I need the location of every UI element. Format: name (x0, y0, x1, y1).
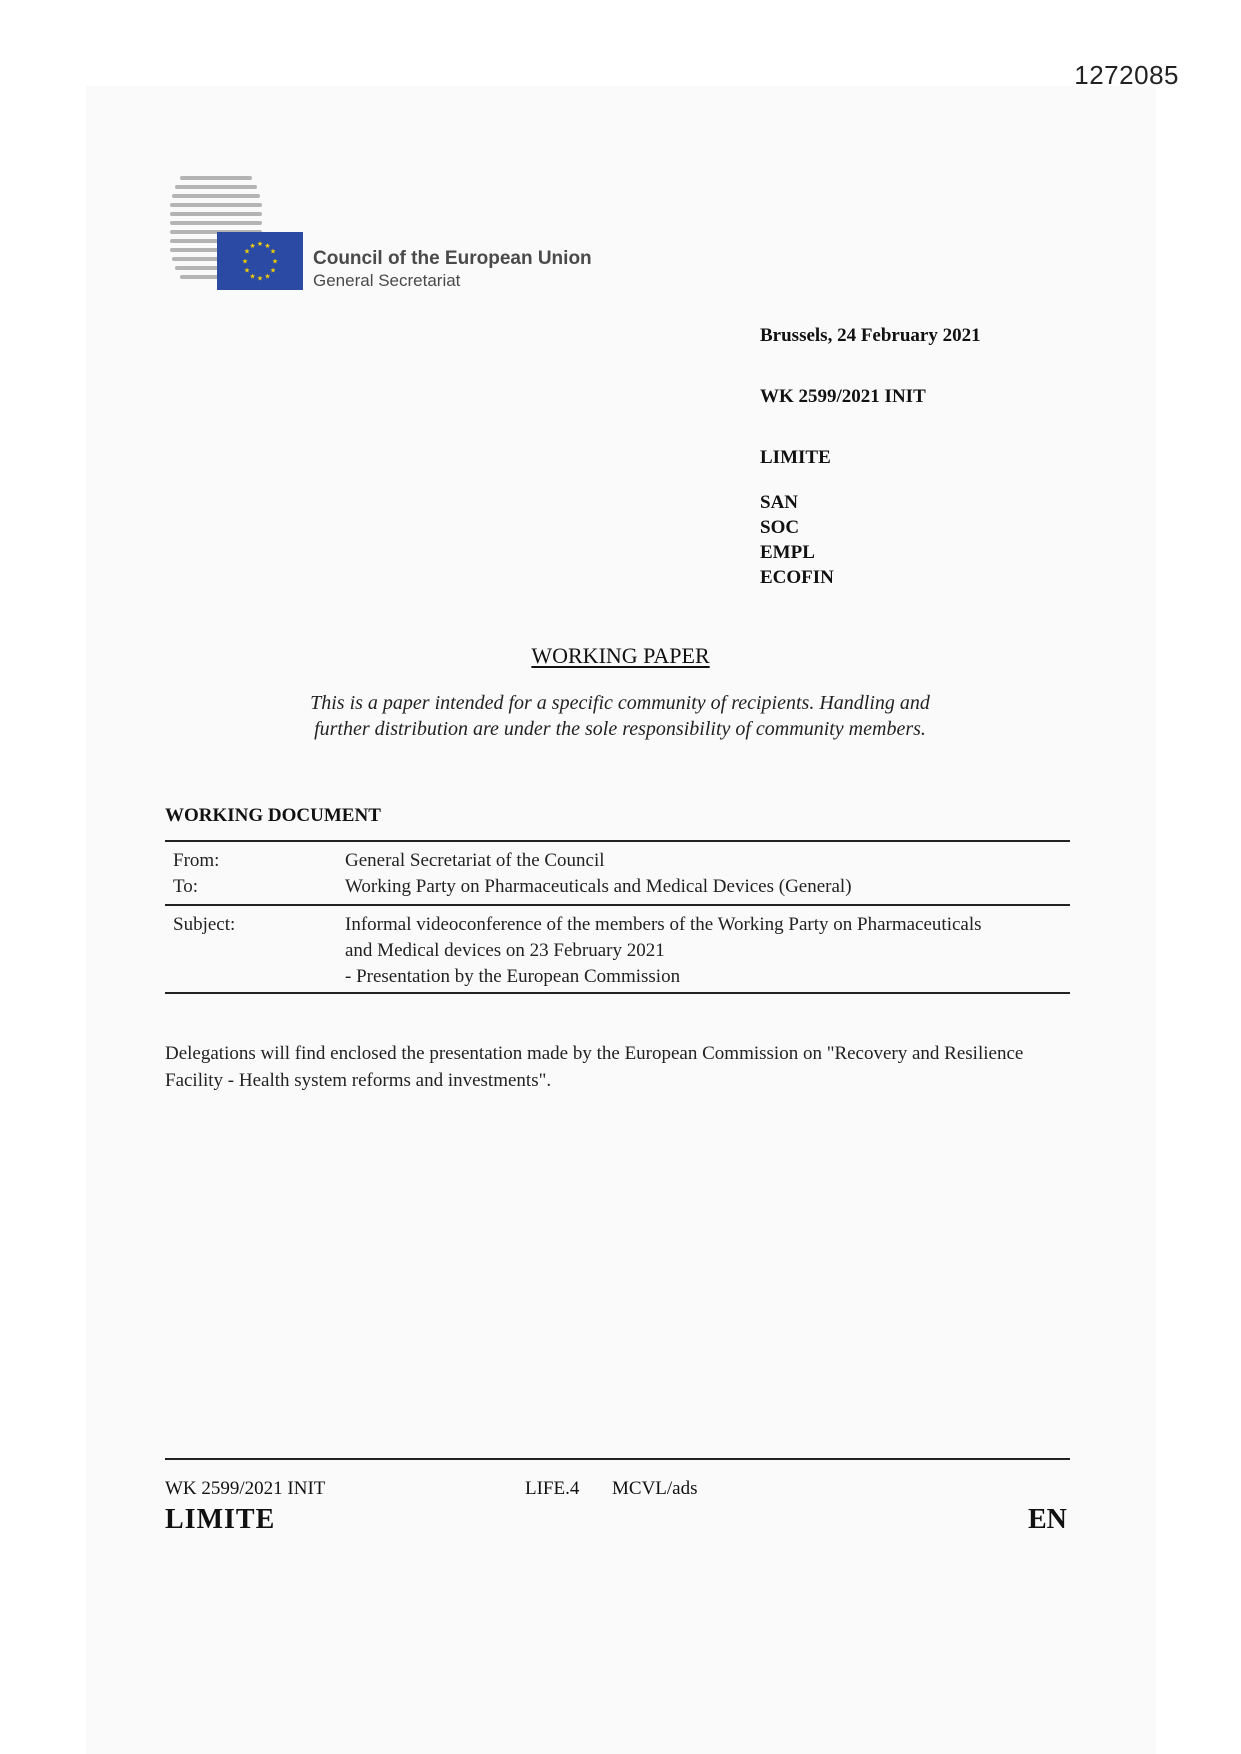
svg-text:★: ★ (243, 266, 251, 275)
disclaimer-line: This is a paper intended for a specific community of recipients. Handling and (310, 692, 930, 714)
svg-text:★: ★ (256, 274, 264, 283)
council-logo (170, 176, 600, 296)
svg-text:★: ★ (249, 272, 256, 281)
subject-code: SAN (760, 492, 799, 513)
svg-text:★: ★ (243, 247, 251, 256)
subject-code: EMPL (760, 542, 815, 563)
from-row (165, 848, 1070, 874)
subject-value (345, 912, 1070, 990)
disclaimer-line: further distribution are under the sole responsibility of community members. (314, 718, 926, 740)
table-rule (165, 992, 1070, 994)
svg-text:★: ★ (269, 266, 277, 275)
subject-row (165, 912, 1070, 990)
logo-text (313, 248, 592, 291)
subject-label: Subject: (173, 914, 236, 935)
svg-text:★: ★ (256, 240, 264, 248)
footer-classification: LIMITE (165, 1504, 276, 1535)
department-name: General Secretariat (313, 271, 461, 290)
reference-number: WK 2599/2021 INIT (760, 386, 926, 407)
institution-name: Council of the European Union (313, 248, 592, 269)
eu-flag-icon (217, 232, 303, 290)
from-value: General Secretariat of the Council (345, 850, 605, 871)
svg-text:★: ★ (264, 242, 271, 250)
subject-line: and Medical devices on 23 February 2021 (345, 940, 665, 961)
subject-codes (760, 490, 834, 590)
subject-code: SOC (760, 517, 800, 538)
footer-rule (165, 1458, 1070, 1460)
subject-line: - Presentation by the European Commission (345, 966, 681, 987)
subject-code: ECOFIN (760, 567, 834, 588)
classification: LIMITE (760, 447, 831, 468)
from-label: From: (173, 850, 220, 871)
to-row (165, 874, 1070, 900)
working-paper-title: WORKING PAPER (531, 643, 710, 668)
svg-text:★: ★ (249, 242, 256, 250)
subject-line: Informal videoconference of the members of the Working Party on Pharmaceuticals (345, 914, 982, 935)
footer-initials: MCVL/ads (612, 1478, 698, 1499)
svg-text:★: ★ (269, 247, 277, 256)
svg-text:★: ★ (241, 257, 249, 266)
svg-text:★: ★ (264, 272, 271, 281)
footer-unit: LIFE.4 (525, 1478, 580, 1499)
document-header-table (165, 840, 1070, 994)
to-label: To: (173, 876, 199, 897)
footer-reference: WK 2599/2021 INIT (165, 1478, 326, 1499)
svg-text:★: ★ (271, 257, 279, 266)
body-paragraph: Delegations will find enclosed the presentation made by the European Commission on "Recovery and Resilience Facility - Health system reforms and investments". (165, 1043, 1024, 1091)
document-number: 1272085 (1074, 60, 1179, 90)
to-value: Working Party on Pharmaceuticals and Medical Devices (General) (345, 876, 852, 897)
place-date: Brussels, 24 February 2021 (760, 325, 981, 346)
footer-language: EN (1028, 1504, 1067, 1535)
working-document-heading: WORKING DOCUMENT (165, 805, 381, 826)
disclaimer (150, 690, 1090, 742)
